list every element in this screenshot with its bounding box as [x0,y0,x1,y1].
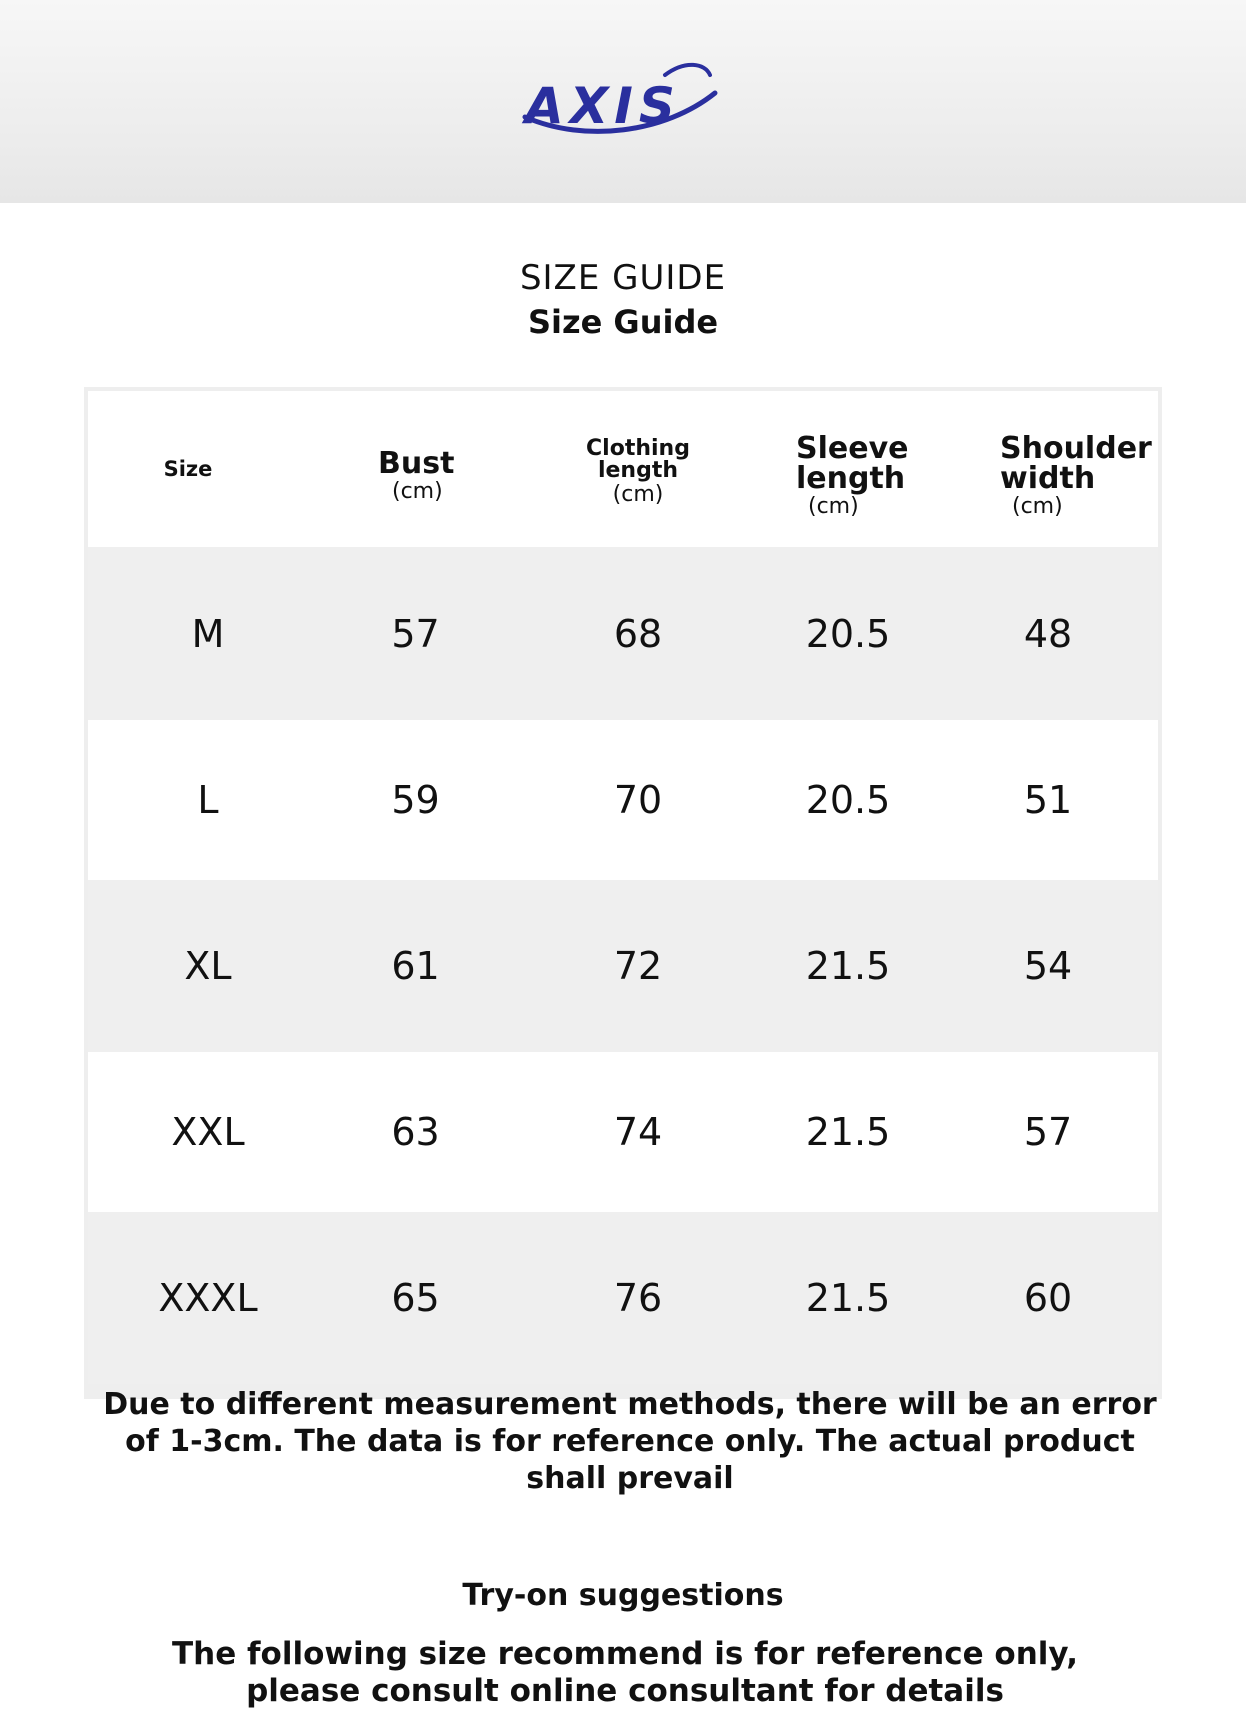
cell-size: XL [184,944,232,988]
tryon-text: The following size recommend is for reference only, please consult online consultant for details [172,1636,1078,1709]
cell-bust: 59 [391,778,440,822]
cell-sleeve-length: 21.5 [805,1110,891,1154]
cell-clothing-length: 74 [613,1110,663,1154]
axis-logo [515,55,725,150]
header-clothing-length-unit: (cm) [612,482,664,507]
table-header-row [88,391,1158,547]
tryon-title: Try-on suggestions [462,1578,784,1613]
table-row [88,1212,1158,1384]
page-title: SIZE GUIDE [519,258,727,298]
table-row [88,880,1158,1052]
header-shoulder-width-unit: (cm) [1012,494,1063,519]
cell-bust: 63 [391,1110,440,1154]
svg-text:AXIS: AXIS [525,77,681,135]
header-clothing-length: Clothing length (cm) [586,436,690,507]
header-bust: Bust (cm) [378,446,455,504]
cell-shoulder-width: 54 [1023,944,1073,988]
cell-sleeve-length: 20.5 [805,611,891,656]
cell-shoulder-width: 51 [1023,778,1073,822]
header-sleeve-length: Sleeve length (cm) [796,431,909,519]
cell-size: L [197,778,219,822]
cell-size: XXXL [158,1276,258,1320]
cell-shoulder-width: 60 [1023,1276,1073,1320]
header-sleeve-length-unit: (cm) [808,494,859,519]
table-row [88,720,1158,880]
measurement-note: Due to different measurement methods, there will be an error of 1-3cm. The data is for reference only. The actual product shall prevail [103,1387,1157,1496]
page-subtitle: Size Guide [527,303,719,341]
cell-clothing-length: 70 [613,778,663,822]
header-shoulder-width: Shoulder width (cm) [1000,431,1152,519]
cell-size: XXL [171,1110,245,1154]
cell-size: M [191,611,225,656]
cell-sleeve-length: 21.5 [805,944,891,988]
cell-sleeve-length: 20.5 [805,778,891,822]
cell-clothing-length: 72 [613,944,663,988]
cell-shoulder-width: 48 [1023,611,1073,656]
cell-bust: 61 [391,944,440,988]
header-bust-unit: (cm) [392,479,443,504]
cell-shoulder-width: 57 [1023,1110,1073,1154]
table-row [88,1052,1158,1212]
size-table [88,391,1158,1384]
cell-clothing-length: 76 [613,1276,663,1320]
cell-sleeve-length: 21.5 [805,1276,891,1320]
table-row [88,547,1158,720]
header-size: Size [163,456,213,481]
cell-clothing-length: 68 [613,611,663,656]
cell-bust: 65 [391,1276,440,1320]
cell-bust: 57 [391,611,440,656]
